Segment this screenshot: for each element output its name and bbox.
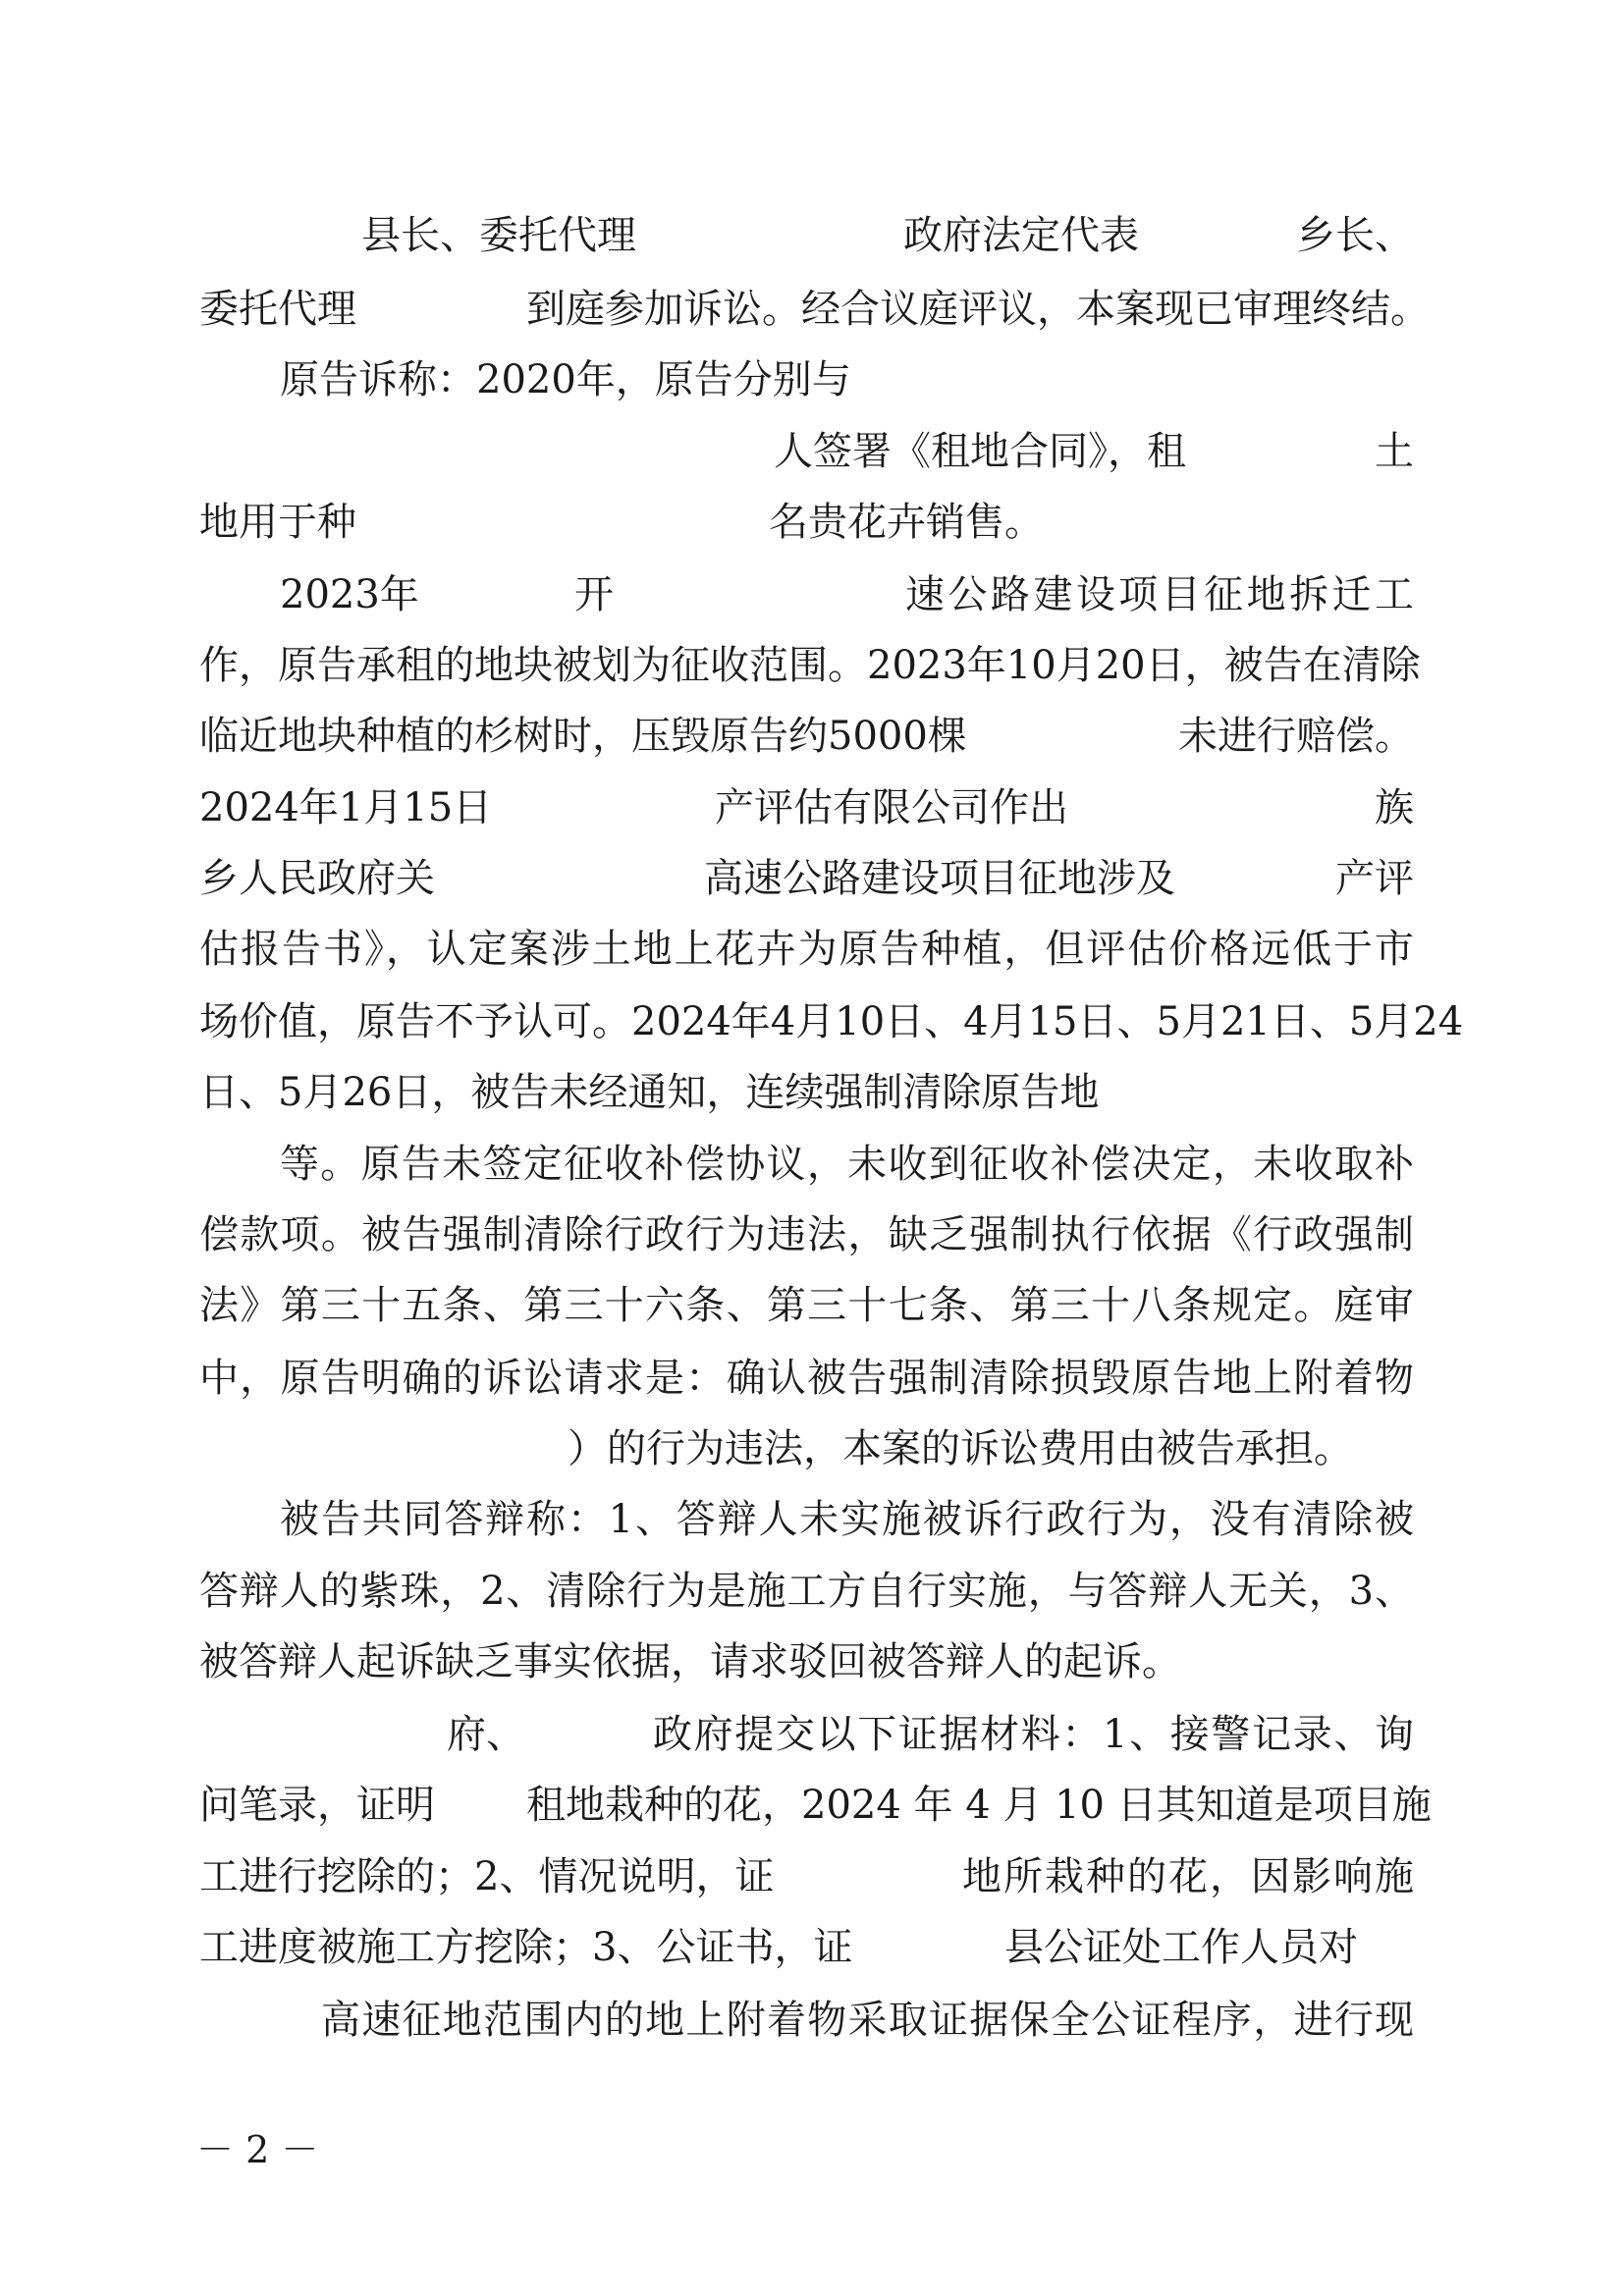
text-segment: 高速公路建设项目征地涉及 bbox=[704, 856, 1175, 901]
text-segment: 估报告书》，认定案涉土地上花卉为原告种植，但评估价格远低于市 bbox=[199, 927, 1414, 972]
text-line bbox=[0, 1355, 1624, 1402]
text-line bbox=[0, 356, 1624, 403]
text-line bbox=[0, 855, 1624, 902]
text-segment: 政府法定代表 bbox=[903, 213, 1139, 258]
text-segment: 地所栽种的花，因影响施 bbox=[962, 1854, 1414, 1899]
text-segment: 府、 bbox=[447, 1712, 525, 1757]
text-line bbox=[0, 212, 1624, 259]
text-line bbox=[0, 998, 1624, 1045]
text-segment: 土 bbox=[1375, 429, 1414, 474]
text-segment: 2023年 bbox=[280, 572, 419, 617]
text-segment: 委托代理 bbox=[199, 287, 356, 332]
text-line bbox=[0, 642, 1624, 689]
text-segment: 乡人民政府关 bbox=[199, 856, 435, 901]
text-segment: 县公证处工作人员对 bbox=[1004, 1925, 1358, 1970]
text-segment: 人签署《租地合同》，租 bbox=[774, 429, 1186, 474]
text-segment: 产评估有限公司作出 bbox=[715, 785, 1068, 830]
text-segment: 乡长、 bbox=[1296, 213, 1414, 258]
text-line bbox=[0, 286, 1624, 333]
text-segment: 地用于种 bbox=[199, 500, 356, 545]
text-line bbox=[0, 428, 1624, 475]
text-segment: 未进行赔偿。 bbox=[1178, 714, 1414, 759]
text-line bbox=[0, 1638, 1624, 1685]
text-segment: 高速征地范围内的地上附着物采取证据保全公证程序，进行现 bbox=[321, 1998, 1414, 2043]
text-segment: 产评 bbox=[1335, 856, 1414, 901]
text-line bbox=[0, 926, 1624, 973]
text-line bbox=[0, 1924, 1624, 1971]
text-segment: 被答辩人起诉缺乏事实依据，请求驳回被答辩人的起诉。 bbox=[199, 1639, 1181, 1684]
text-line bbox=[0, 1211, 1624, 1258]
text-segment: 场价值，原告不予认可。2024年4月10日、4月15日、5月21日、5月24 bbox=[199, 999, 1464, 1044]
text-segment: 临近地块种植的杉树时，压毁原告约5000棵 bbox=[199, 714, 967, 759]
text-line bbox=[0, 1069, 1624, 1116]
text-segment: 县长、委托代理 bbox=[361, 213, 636, 258]
text-segment: 问笔录，证明 bbox=[199, 1783, 435, 1828]
text-segment: 工进行挖除的；2、情况说明，证 bbox=[199, 1854, 775, 1899]
text-segment: ）的行为违法，本案的诉讼费用由被告承担。 bbox=[568, 1426, 1353, 1471]
text-line bbox=[0, 713, 1624, 760]
text-segment: 原告诉称：2020年，原告分别与 bbox=[280, 357, 851, 402]
text-segment: 法》第三十五条、第三十六条、第三十七条、第三十八条规定。庭审 bbox=[199, 1283, 1414, 1328]
text-segment: 名贵花卉销售。 bbox=[769, 500, 1044, 545]
text-line bbox=[0, 1568, 1624, 1615]
page-number: － 2 － bbox=[196, 2128, 319, 2171]
text-segment: 到庭参加诉讼。经合议庭评议，本案现已审理终结。 bbox=[526, 287, 1430, 332]
text-segment: 被告共同答辩称：1、答辩人未实施被诉行政行为，没有清除被 bbox=[280, 1497, 1414, 1542]
text-line bbox=[0, 571, 1624, 618]
text-segment: 政府提交以下证据材料：1、接警记录、询 bbox=[653, 1712, 1414, 1757]
text-line bbox=[0, 1711, 1624, 1758]
text-segment: 族 bbox=[1375, 785, 1414, 830]
text-segment: 租地栽种的花，2024 年 4 月 10 日其知道是项目施 bbox=[526, 1783, 1432, 1828]
text-segment: 工进度被施工方挖除；3、公证书，证 bbox=[199, 1925, 853, 1970]
text-segment: 日、5月26日，被告未经通知，连续强制清除原告地 bbox=[199, 1070, 1100, 1115]
text-line bbox=[0, 1853, 1624, 1900]
text-segment: 开 bbox=[574, 572, 614, 617]
text-segment: 速公路建设项目征地拆迁工 bbox=[905, 572, 1414, 617]
text-segment: 偿款项。被告强制清除行政行为违法，缺乏强制执行依据《行政强制 bbox=[199, 1212, 1414, 1257]
text-segment: 作，原告承租的地块被划为征收范围。2023年10月20日，被告在清除 bbox=[199, 643, 1421, 688]
text-line bbox=[0, 1997, 1624, 2044]
text-line bbox=[0, 1782, 1624, 1829]
text-segment: 等。原告未签定征收补偿协议，未收到征收补偿决定，未收取补 bbox=[280, 1142, 1414, 1187]
text-line bbox=[0, 784, 1624, 831]
text-segment: 答辩人的紫珠，2、清除行为是施工方自行实施，与答辩人无关，3、 bbox=[199, 1569, 1414, 1614]
text-line bbox=[0, 499, 1624, 546]
text-line bbox=[0, 1496, 1624, 1543]
text-segment: 2024年1月15日 bbox=[199, 785, 493, 830]
text-line bbox=[0, 1141, 1624, 1188]
text-line bbox=[0, 1425, 1624, 1472]
text-segment: 中，原告明确的诉讼请求是：确认被告强制清除损毁原告地上附着物 bbox=[199, 1356, 1414, 1401]
text-line bbox=[0, 1282, 1624, 1329]
